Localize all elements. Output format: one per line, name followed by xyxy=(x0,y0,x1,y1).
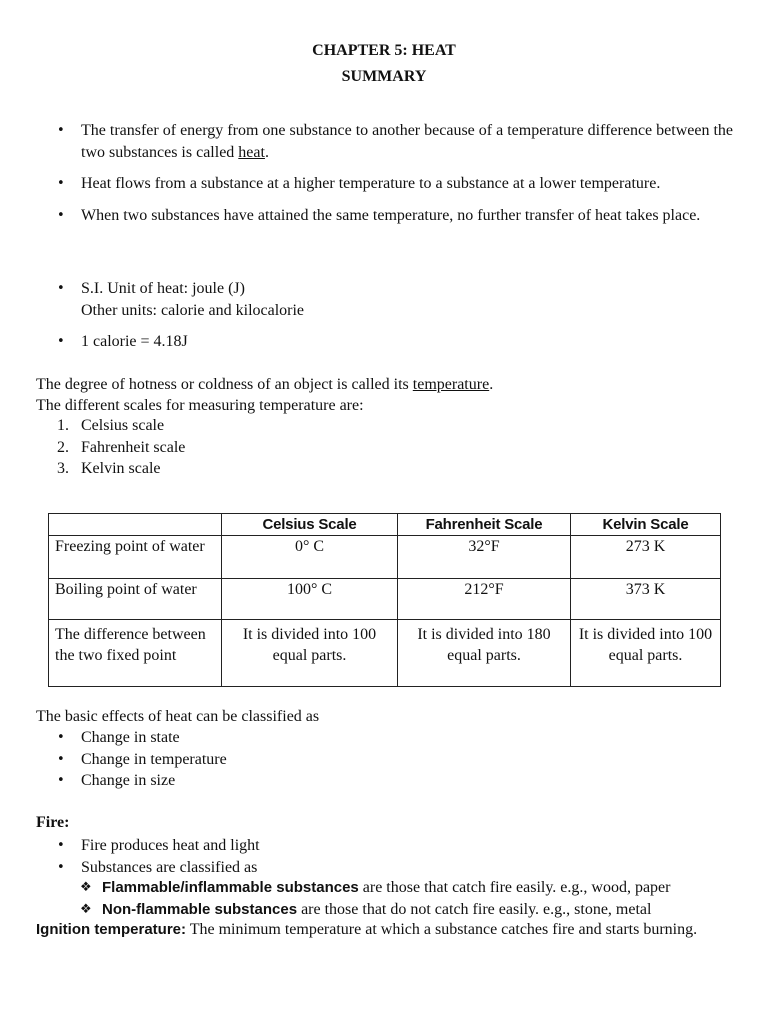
list-item xyxy=(36,437,185,459)
list-item xyxy=(36,749,736,771)
list-number: 2. xyxy=(57,438,69,456)
list-item xyxy=(36,331,736,353)
temperature-scales-table xyxy=(48,513,721,687)
bullet-text: When two substances have attained the same temperature, no further transfer of heat takes place. xyxy=(81,206,701,224)
list-item xyxy=(36,899,670,921)
flammable-desc: are those that catch fire easily. e.g., wood, paper xyxy=(358,879,671,896)
scales-list xyxy=(36,415,185,480)
scales-intro: The different scales for measuring temperature are: xyxy=(36,397,364,414)
effect-text: Change in temperature xyxy=(81,750,227,768)
scale-name: Celsius scale xyxy=(81,417,165,434)
table-header-cell: Kelvin Scale xyxy=(571,514,721,536)
temperature-definition xyxy=(36,374,493,396)
substance-classes-list xyxy=(36,877,670,920)
table-header-cell: Celsius Scale xyxy=(222,514,398,536)
table-cell: It is divided into 180 equal parts. xyxy=(398,620,571,687)
table-row xyxy=(49,536,721,579)
term-heat: heat xyxy=(238,143,265,161)
effect-text: Change in size xyxy=(81,772,176,789)
effects-list xyxy=(36,727,736,792)
list-number: 1. xyxy=(57,417,69,434)
list-item xyxy=(36,205,736,227)
list-item xyxy=(36,727,736,749)
list-item xyxy=(36,415,185,437)
scale-name: Fahrenheit scale xyxy=(81,438,186,456)
list-item xyxy=(36,278,736,321)
non-flammable-desc: are those that do not catch fire easily. e.g., stone, metal xyxy=(297,900,652,918)
list-item xyxy=(36,458,185,480)
table-cell: 373 K xyxy=(571,579,721,620)
bullet-text: Heat flows from a substance at a higher temperature to a substance at a lower temperature. xyxy=(81,175,661,192)
list-item xyxy=(36,770,736,792)
ignition-term: Ignition temperature: xyxy=(36,921,187,938)
fire-text: Fire produces heat and light xyxy=(81,837,260,854)
table-header-row xyxy=(49,514,721,536)
effect-text: Change in state xyxy=(81,729,180,746)
list-number: 3. xyxy=(57,460,69,477)
si-unit-text: S.I. Unit of heat: joule (J) xyxy=(81,280,245,297)
table-cell: It is divided into 100 equal parts. xyxy=(222,620,398,687)
table-header-cell xyxy=(49,514,222,536)
list-item xyxy=(36,877,670,899)
ignition-desc: The minimum temperature at which a substance catches fire and starts burning. xyxy=(186,921,698,938)
table-cell: 212°F xyxy=(398,579,571,620)
fire-heading: Fire: xyxy=(36,814,70,831)
flammable-term: Flammable/inflammable substances xyxy=(102,879,359,896)
list-item xyxy=(36,173,736,195)
fire-list xyxy=(36,835,736,878)
ignition-temperature-definition xyxy=(36,919,736,941)
definition-end: . xyxy=(489,376,494,393)
intro-bullet-list xyxy=(36,120,736,226)
table-cell: 32°F xyxy=(398,536,571,579)
table-row xyxy=(49,579,721,620)
table-cell: 0° C xyxy=(222,536,398,579)
list-item xyxy=(36,857,736,879)
table-cell: 100° C xyxy=(222,579,398,620)
table-cell: Freezing point of water xyxy=(49,536,222,579)
term-temperature: temperature xyxy=(412,376,490,393)
chapter-title: CHAPTER 5: HEAT xyxy=(312,42,456,59)
table-cell: 273 K xyxy=(571,536,721,579)
calorie-conversion-text: 1 calorie = 4.18J xyxy=(81,333,188,350)
non-flammable-term: Non-flammable substances xyxy=(102,900,298,918)
scale-name: Kelvin scale xyxy=(81,460,161,477)
summary-heading: SUMMARY xyxy=(341,68,427,85)
effects-intro: The basic effects of heat can be classified as xyxy=(36,708,320,725)
bullet-text: The transfer of energy from one substance to another because of a temperature difference between the two substances is called xyxy=(81,122,733,161)
bullet-text-end: . xyxy=(264,143,269,161)
list-item xyxy=(36,835,736,857)
definition-text: The degree of hotness or coldness of an object is called its xyxy=(36,376,413,393)
table-cell: It is divided into 100 equal parts. xyxy=(571,620,721,687)
table-cell: The difference between the two fixed point xyxy=(49,620,222,687)
other-units-text: Other units: calorie and kilocalorie xyxy=(81,301,305,319)
table-row xyxy=(49,620,721,687)
table-cell: Boiling point of water xyxy=(49,579,222,620)
fire-text: Substances are classified as xyxy=(81,858,258,876)
unit-bullet-list xyxy=(36,278,736,353)
list-item xyxy=(36,120,736,163)
table-header-cell: Fahrenheit Scale xyxy=(398,514,571,536)
